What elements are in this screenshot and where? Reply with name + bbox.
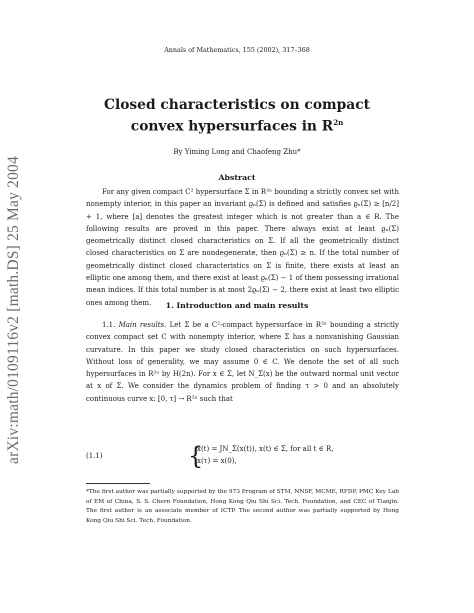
abstract-body	[86, 186, 399, 309]
author-line: By Yiming Long and Chaofeng Zhu*	[173, 148, 301, 156]
title-line-1: Closed characteristics on compact	[103, 97, 370, 113]
intro-label: 1.1.	[102, 321, 116, 329]
journal-header: Annals of Mathematics, 155 (2002), 317–368	[164, 46, 310, 54]
equation-number: (1.1)	[86, 452, 103, 460]
abstract-paragraph: For any given compact C² hypersurface Σ in R²ⁿ bounding a strictly convex set with nonempty interior, in this paper an invariant ϱₙ(Σ) is defined and satisfies ϱₙ(Σ) ≥ [n/2] + 1, where [a] denotes the greatest integer which is not greater than a ∈ R. The following results are proved in this paper. There always exist at least ϱₙ(Σ) geometrically distinct closed characteristics on Σ. If all the geometrically distinct closed characteristics on Σ are nondegenerate, then ϱₙ(Σ) ≥ n. If the total number of geometrically distinct closed characteristics on Σ is finite, there exists at least an elliptic one among them, and there exist at least ϱₙ(Σ) − 1 of them possessing irrational mean indices. If this total number is at most 2ϱₙ(Σ) − 2, there exist at least two elliptic ones among them.	[86, 188, 399, 307]
intro-text: Let Σ be a C²-compact hypersurface in R²ⁿ bounding a strictly convex compact set C with nonempty interior, where Σ has a nonvanishing Gaussian curvature. In this paper we study closed characteristics on such hypersurfaces. Without loss of generality, we may assume 0 ∈ C. We denote the set of all such hypersurfaces in R²ⁿ by H(2n). For x ∈ Σ, let N_Σ(x) be the outward normal unit vector at x of Σ. We consider the dynamics problem of finding τ > 0 and an absolutely continuous curve x: [0, τ] → R²ⁿ such that	[86, 321, 399, 403]
brace-glyph: {	[188, 442, 204, 470]
intro-paragraph	[86, 319, 399, 405]
intro-label-italic: Main results.	[118, 321, 167, 329]
intro-body	[86, 319, 399, 405]
equation-1-1	[86, 442, 399, 470]
footnote-text: *The first author was partially supported by the 973 Program of STM, NNSF, MCME, RFDP, PMC Key Lab of EM of China, S. S. Chern Foundation, Hong Kong Qiu Shi Sci. Tech. Foundation, and CEC of Tianjin. The first author is an associate member of ICTP. The second author was partially supported by Hong Kong Qiu Shi Sci. Tech. Foundation.	[86, 489, 399, 524]
footnote	[86, 488, 399, 526]
title-line-2	[0, 114, 474, 136]
arxiv-stamp-text: arXiv:math/0109116v2 [math.DS] 25 May 2004	[5, 156, 23, 464]
title-line-2-text: convex hypersurfaces in R	[130, 118, 334, 135]
title-superscript: 2n	[333, 118, 344, 127]
equation-line-2: x(τ) = x(0),	[197, 457, 237, 465]
paper-title	[0, 97, 474, 136]
section-heading: 1. Introduction and main results	[165, 301, 309, 310]
arxiv-stamp	[3, 130, 25, 490]
abstract-heading: Abstract	[218, 173, 256, 182]
equation-line-1: ẋ(t) = JN_Σ(x(t)), x(t) ∈ Σ, for all t ∈ R,	[197, 445, 334, 453]
footnote-rule	[86, 483, 150, 484]
